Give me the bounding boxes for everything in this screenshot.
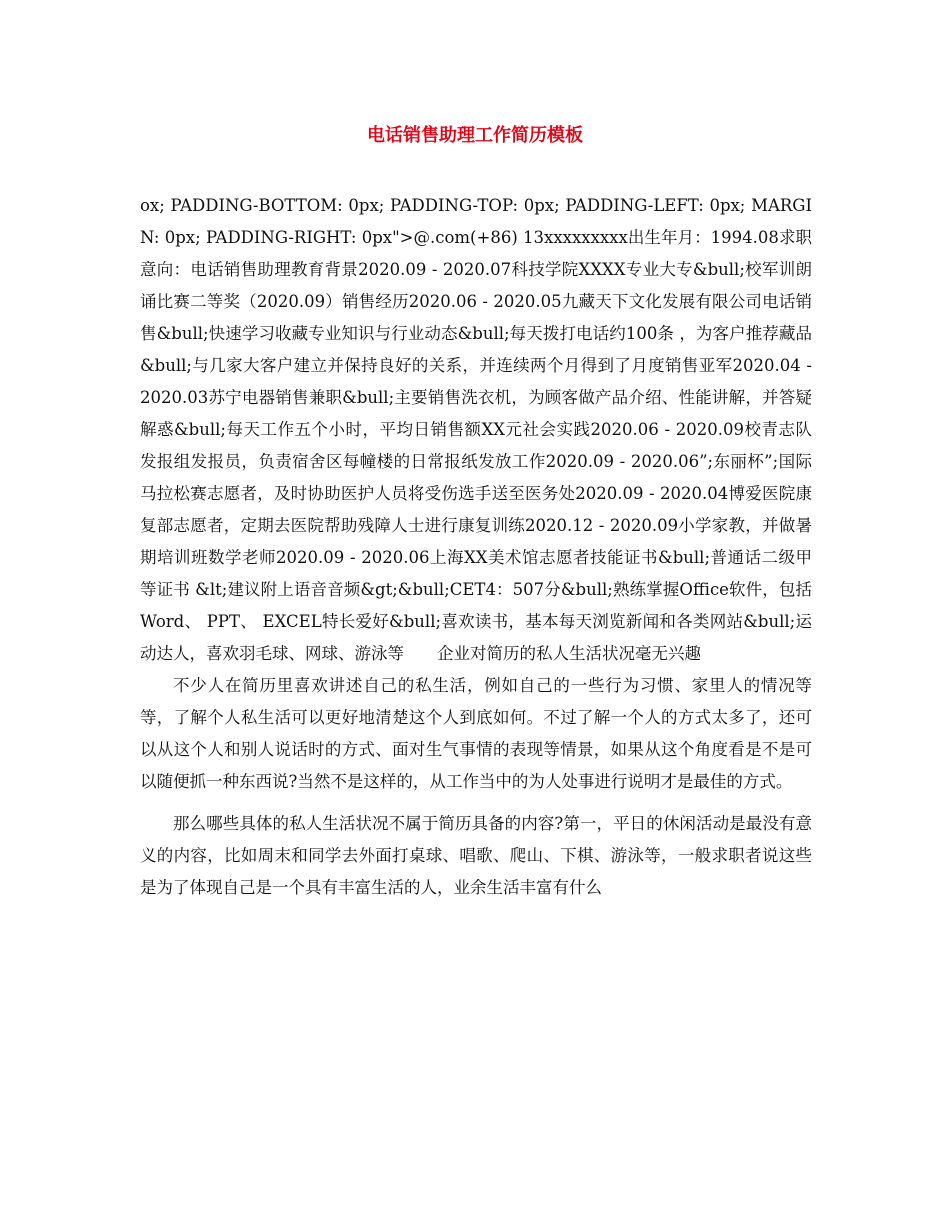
- resume-paragraph: ox; PADDING-BOTTOM: 0px; PADDING-TOP: 0px; PADDING-LEFT: 0px; MARGIN: 0px; PADDING-RIGHT: 0px">@.com(+86) 13xxxxxxxxx出生年月：1994.08求职意向：电话销售助理教育背景2020.09 - 2020.07科技学院XXXX专业大专&bull;校军训朗诵比赛二等奖（2020.09）销售经历2020.06 - 2020.05九藏天下文化发展有限公司电话销售&bull;快速学习收藏专业知识与行业动态&bull;每天拨打电话约100条 ，为客户推荐藏品&bull;与几家大客户建立并保持良好的关系，并连续两个月得到了月度销售亚军2020.04 - 2020.03苏宁电器销售兼职&bull;主要销售洗衣机，为顾客做产品介绍、性能讲解，并答疑解惑&bull;每天工作五个小时，平均日销售额XX元社会实践2020.06 - 2020.09校青志队发报组发报员，负责宿舍区每幢楼的日常报纸发放工作2020.09 - 2020.06”;东丽杯”;国际马拉松赛志愿者，及时协助医护人员将受伤选手送至医务处2020.09 - 2020.04博爱医院康复部志愿者，定期去医院帮助残障人士进行康复训练2020.12 - 2020.09小学家教，并做暑期培训班数学老师2020.09 - 2020.06上海XX美术馆志愿者技能证书&bull;普通话二级甲等证书 &lt;建议附上语音音频&gt;&bull;CET4：507分&bull;熟练掌握Office软件，包括 Word、 PPT、 EXCEL特长爱好&bull;喜欢读书，基本每天浏览新闻和各类网站&bull;运动达人，喜欢羽毛球、网球、游泳等 企业对简历的私人生活状况毫无兴趣: [140, 196, 812, 663]
- document-body: [140, 190, 812, 914]
- body-paragraph-leisure: 那么哪些具体的私人生活状况不属于简历具备的内容?第一，平日的休闲活动是最没有意义的内容，比如周末和同学去外面打桌球、唱歌、爬山、下棋、游泳等，一般求职者说这些是为了体现自己是一个具有丰富生活的人，业余生活丰富有什么: [140, 814, 812, 897]
- document-title: 电话销售助理工作简历模板: [367, 125, 583, 146]
- body-paragraph-private-life: 不少人在简历里喜欢讲述自己的私生活，例如自己的一些行为习惯、家里人的情况等等，了解个人私生活可以更好地清楚这个人到底如何。不过了解一个人的方式太多了，还可以从这个人和别人说话时的方式、面对生气事情的表现等情景，如果从这个角度看是不是可以随便抓一种东西说?当然不是这样的，从工作当中的为人处事进行说明才是最佳的方式。: [140, 676, 812, 791]
